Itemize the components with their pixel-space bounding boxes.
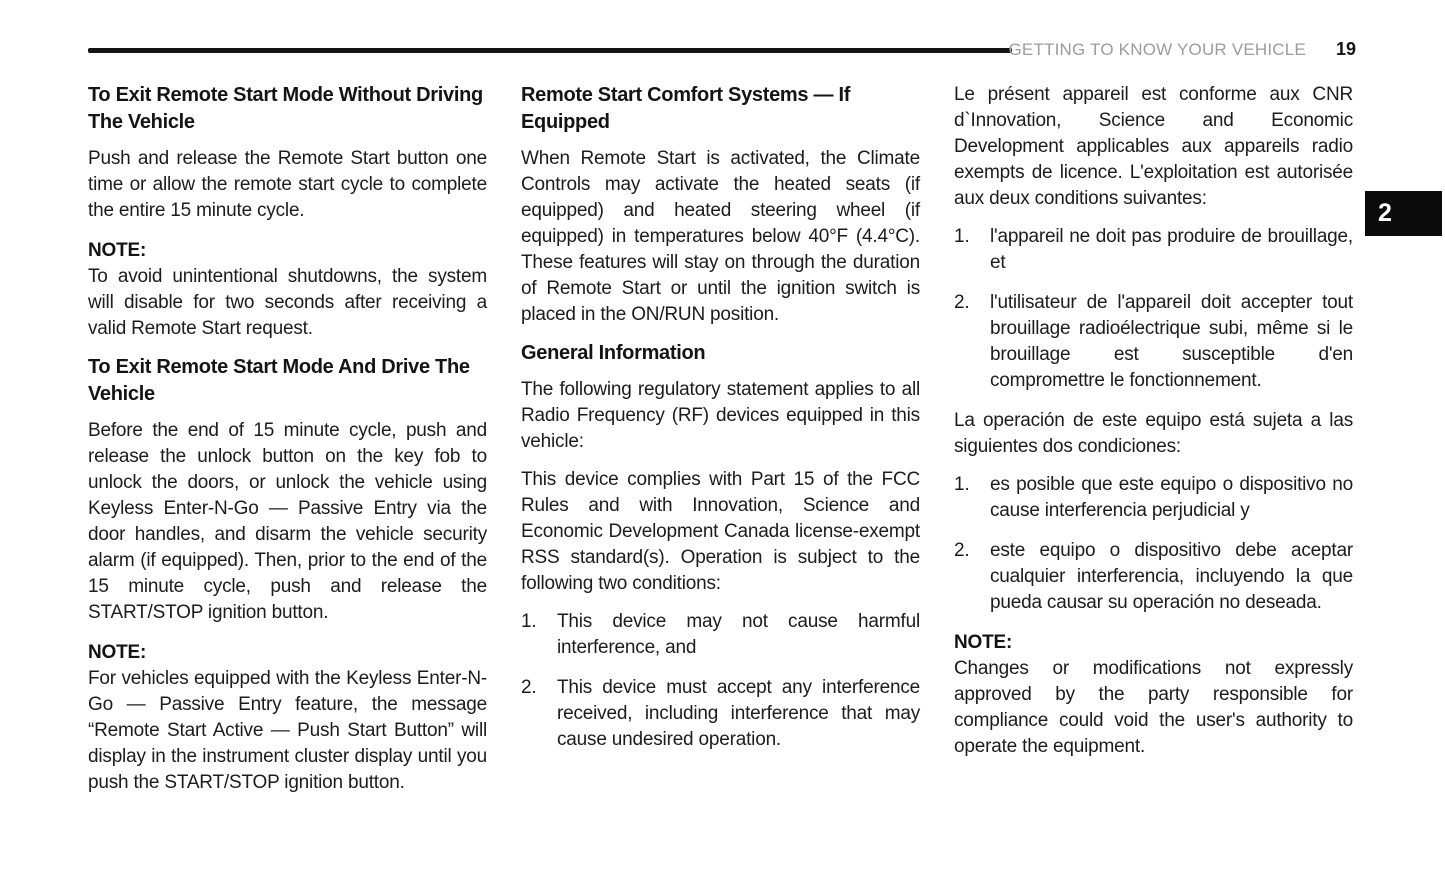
paragraph-fcc-compliance: This device complies with Part 15 of the FCC Rules and with Innovation, Science and Economic Development Canada license-exempt RSS standard(s). Operation is subject to the following two conditions:: [521, 469, 920, 594]
column-3: [954, 82, 1353, 808]
column-2: [521, 82, 920, 808]
paragraph-exit-without-driving: Push and release the Remote Start button one time or allow the remote start cycle to complete the entire 15 minute cycle.: [88, 148, 487, 221]
list-item-text: This device must accept any interference received, including interference that may cause undesired operation.: [557, 677, 920, 750]
page-columns: [88, 82, 1353, 808]
paragraph-cnr-french: Le présent appareil est conforme aux CNR d`Innovation, Science and Economic Development applicables aux appareils radio exempts de licence. L'exploitation est autorisée aux deux conditions suivantes:: [954, 84, 1353, 209]
list-item: [954, 472, 1353, 524]
heading-exit-remote-start-and-drive: To Exit Remote Start Mode And Drive The Vehicle: [88, 356, 470, 405]
column-1: [88, 82, 487, 808]
list-item-number: 1.: [954, 226, 970, 247]
list-item: [954, 224, 1353, 276]
list-item-text: l'appareil ne doit pas produire de brouillage, et: [990, 226, 1353, 273]
paragraph-operacion-spanish: La operación de este equipo está sujeta a las siguientes dos condiciones:: [954, 410, 1353, 457]
header-rule: [88, 48, 1012, 53]
page-number: 19: [1335, 39, 1356, 59]
chapter-tab: [1365, 191, 1442, 236]
note-label: NOTE:: [954, 632, 1013, 653]
paragraph-comfort-systems: When Remote Start is activated, the Climate Controls may activate the heated seats (if equipped) and heated steering wheel (if equipped) in temperatures below 40°F (4.4°C). These features will stay on through the duration of Remote Start or until the ignition switch is placed in the ON/RUN position.: [521, 148, 920, 325]
list-item-text: es posible que este equipo o dispositivo no cause interferencia perjudicial y: [990, 474, 1353, 521]
list-item: [954, 538, 1353, 616]
fcc-conditions-list: [521, 609, 920, 753]
note-text-unintentional-shutdowns: To avoid unintentional shutdowns, the system will disable for two seconds after receiving a valid Remote Start request.: [88, 266, 487, 339]
conditions-list-spanish: [954, 472, 1353, 616]
list-item-number: 2.: [954, 292, 970, 313]
list-item: [954, 290, 1353, 394]
list-item-number: 2.: [954, 540, 970, 561]
list-item-number: 2.: [521, 677, 537, 698]
heading-general-information: General Information: [521, 342, 706, 364]
chapter-tab-number: 2: [1378, 199, 1392, 227]
list-item-text: este equipo o dispositivo debe aceptar cualquier interferencia, incluyendo la que pueda causar su operación no deseada.: [990, 540, 1353, 613]
heading-remote-start-comfort-systems: Remote Start Comfort Systems — If Equipped: [521, 84, 851, 133]
list-item: [521, 675, 920, 753]
list-item-number: 1.: [521, 611, 537, 632]
note-label: NOTE:: [88, 240, 147, 261]
page-header: [1008, 39, 1356, 60]
list-item-text: l'utilisateur de l'appareil doit accepter tout brouillage radioélectrique subi, même si le brouillage est susceptible d'en compromettre le fonctionnement.: [990, 292, 1353, 391]
note-text-keyless-enter-n-go: For vehicles equipped with the Keyless Enter-N-Go — Passive Entry feature, the message “Remote Start Active — Push Start Button” will display in the instrument cluster display until you push the START/STOP ignition button.: [88, 668, 487, 793]
list-item-number: 1.: [954, 474, 970, 495]
note-text-changes-modifications: Changes or modifications not expressly approved by the party responsible for compliance could void the user's authority to operate the equipment.: [954, 658, 1353, 757]
header-section-title: GETTING TO KNOW YOUR VEHICLE: [1008, 40, 1306, 59]
note-label: NOTE:: [88, 642, 147, 663]
cnr-conditions-list-french: [954, 224, 1353, 394]
paragraph-exit-and-drive: Before the end of 15 minute cycle, push and release the unlock button on the key fob to unlock the doors, or unlock the vehicle using Keyless Enter-N-Go — Passive Entry via the door handles, and disarm the vehicle security alarm (if equipped). Then, prior to the end of the 15 minute cycle, push and release the START/STOP ignition button.: [88, 420, 487, 623]
paragraph-regulatory-statement: The following regulatory statement applies to all Radio Frequency (RF) devices equipped in this vehicle:: [521, 379, 920, 452]
heading-exit-remote-start-without-driving: To Exit Remote Start Mode Without Driving The Vehicle: [88, 84, 483, 133]
list-item-text: This device may not cause harmful interference, and: [557, 611, 920, 658]
list-item: [521, 609, 920, 661]
